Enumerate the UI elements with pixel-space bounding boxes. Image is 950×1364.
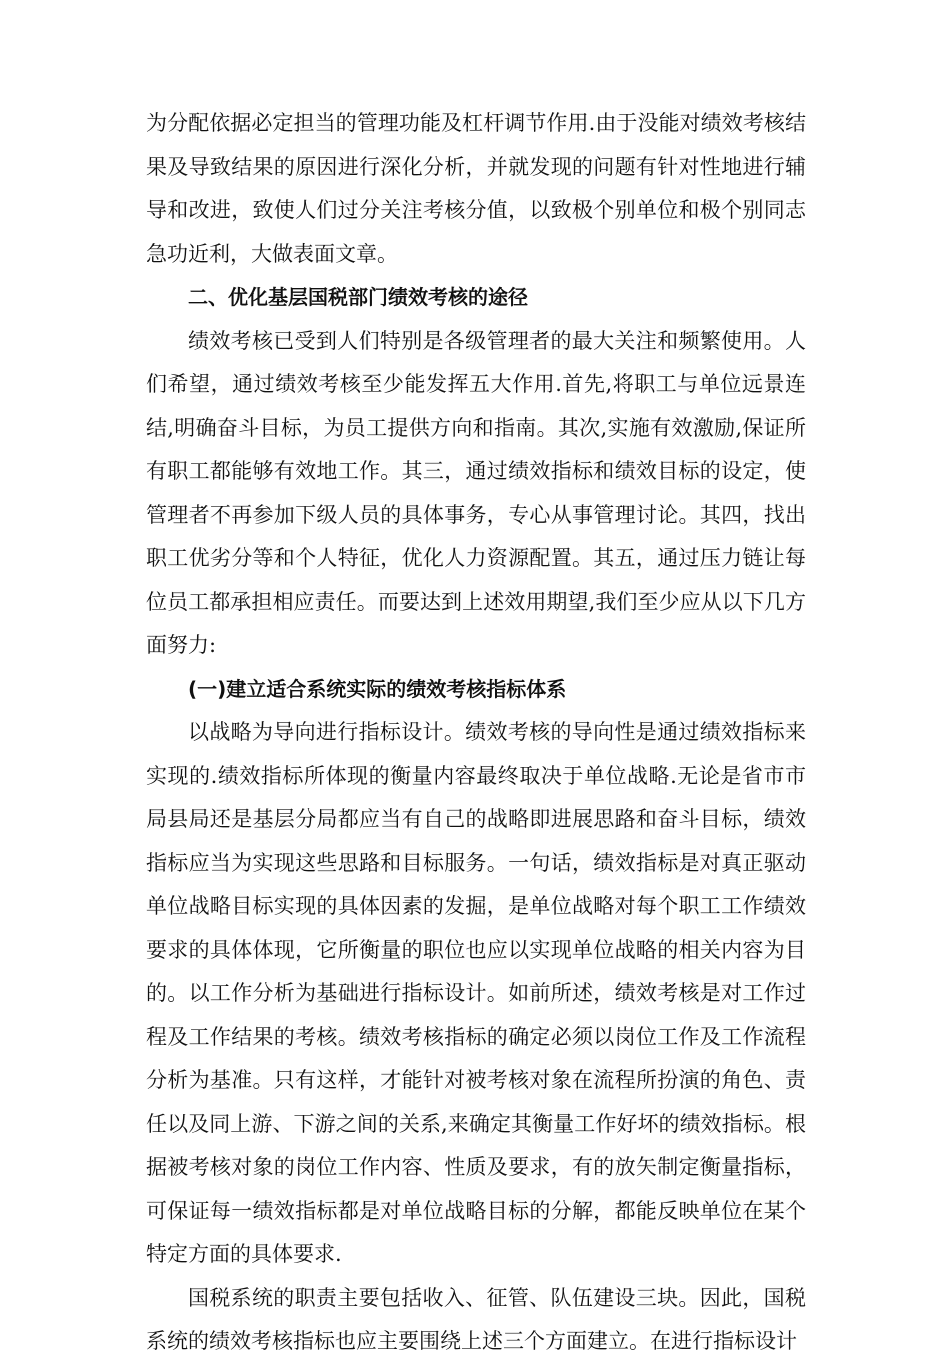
document-page — [146, 102, 806, 1364]
paragraph-opening: 为分配依据必定担当的管理功能及杠杆调节作用.由于没能对绩效考核结果及导致结果的原因进行深化分析，并就发现的问题有针对性地进行辅导和改进，致使人们过分关注考核分值，以致极个别单位和极个别同志急功近利，大做表面文章。 — [146, 111, 806, 266]
paragraph-performance-roles: 绩效考核已受到人们特别是各级管理者的最大关注和频繁使用。人们希望，通过绩效考核至少能发挥五大作用.首先,将职工与单位远景连结,明确奋斗目标，为员工提供方向和指南。其次,实施有效激励,保证所有职工都能够有效地工作。其三，通过绩效指标和绩效目标的设定，使管理者不再参加下级人员的具体事务，专心从事管理讨论。其四，找出职工优劣分等和个人特征，优化人力资源配置。其五，通过压力链让每位员工都承担相应责任。而要达到上述效用期望,我们至少应从以下几方面努力: — [146, 328, 806, 657]
subsection-heading-indicator-system: (一)建立适合系统实际的绩效考核指标体系 — [188, 676, 567, 701]
paragraph-tax-duties: 国税系统的职责主要包括收入、征管、队伍建设三块。因此，国税系统的绩效考核指标也应主要围绕上述三个方面建立。在进行指标设计 — [146, 1285, 806, 1353]
section-heading-optimization-paths: 二、优化基层国税部门绩效考核的途径 — [188, 285, 528, 309]
paragraph-indicator-design: 以战略为导向进行指标设计。绩效考核的导向性是通过绩效指标来实现的.绩效指标所体现的衡量内容最终取决于单位战略.无论是省市市局县局还是基层分局都应当有自己的战略即进展思路和奋斗目标，绩效指标应当为实现这些思路和目标服务。一句话，绩效指标是对真正驱动单位战略目标实现的具体因素的发掘，是单位战略对每个职工工作绩效要求的具体体现，它所衡量的职位也应以实现单位战略的相关内容为目的。以工作分析为基础进行指标设计。如前所述，绩效考核是对工作过程及工作结果的考核。绩效考核指标的确定必须以岗位工作及工作流程分析为基准。只有这样，才能针对被考核对象在流程所扮演的角色、责任以及同上游、下游之间的关系,来确定其衡量工作好坏的绩效指标。根据被考核对象的岗位工作内容、性质及要求，有的放矢制定衡量指标，可保证每一绩效指标都是对单位战略目标的分解，都能反映单位在某个特定方面的具体要求. — [146, 720, 806, 1266]
